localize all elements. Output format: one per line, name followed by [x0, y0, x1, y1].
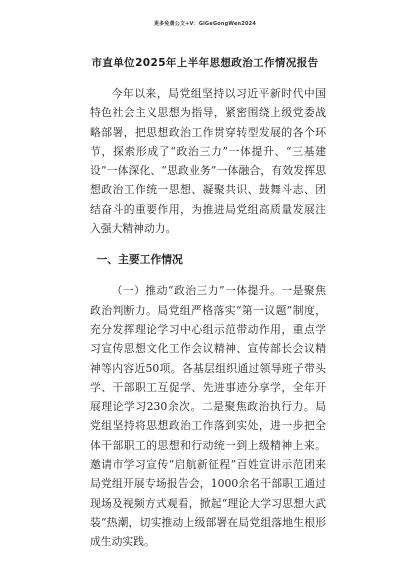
document-body: [90, 84, 326, 552]
section-paragraph: （一）推动“政治三力”一体提升。一是聚焦政治判断力。局党组严格落实“第一议题”制度，充分发挥理论学习中心组示范带动作用，重点学习宣传思想文化工作会议精神、宣传部长会议精神等内容近50项。各基层组织通过领导班子带头学、干部职工互促学、先进事迹分享学，全年开展理论学习230余次。二是聚焦政治执行力。局党组坚持将思想政治工作落到实处，进一步把全体干部职工的思想和行动统一到上级精神上来。邀请市学习宣传“启航新征程”百姓宣讲示范团来局党组开展专场报告会，1000余名干部职工通过现场及视频方式观看，掀起“理论大学习思想大武装”热潮，切实推动上级部署在局党组落地生根形成生动实践。: [90, 284, 326, 549]
top-note: 更多免费公文+V：GiGeGongWen2024: [153, 21, 257, 27]
document-title: 市直单位2025年上半年思想政治工作情况报告: [91, 57, 319, 69]
section-heading: 一、主要工作情况: [96, 253, 183, 267]
intro-paragraph: 今年以来，局党组坚持以习近平新时代中国特色社会主义思想为指导，紧密围绕上级党委战略部署，把思想政治工作贯穿转型发展的各个环节，探索形成了“政治三力”一体提升、“三基建设”一体深化、“思政业务”一体融合，有效发挥思想政治工作统一思想、凝聚共识、鼓舞斗志、团结奋斗的重要作用，为推进局党组高质量发展注入强大精神动力。: [90, 87, 326, 236]
